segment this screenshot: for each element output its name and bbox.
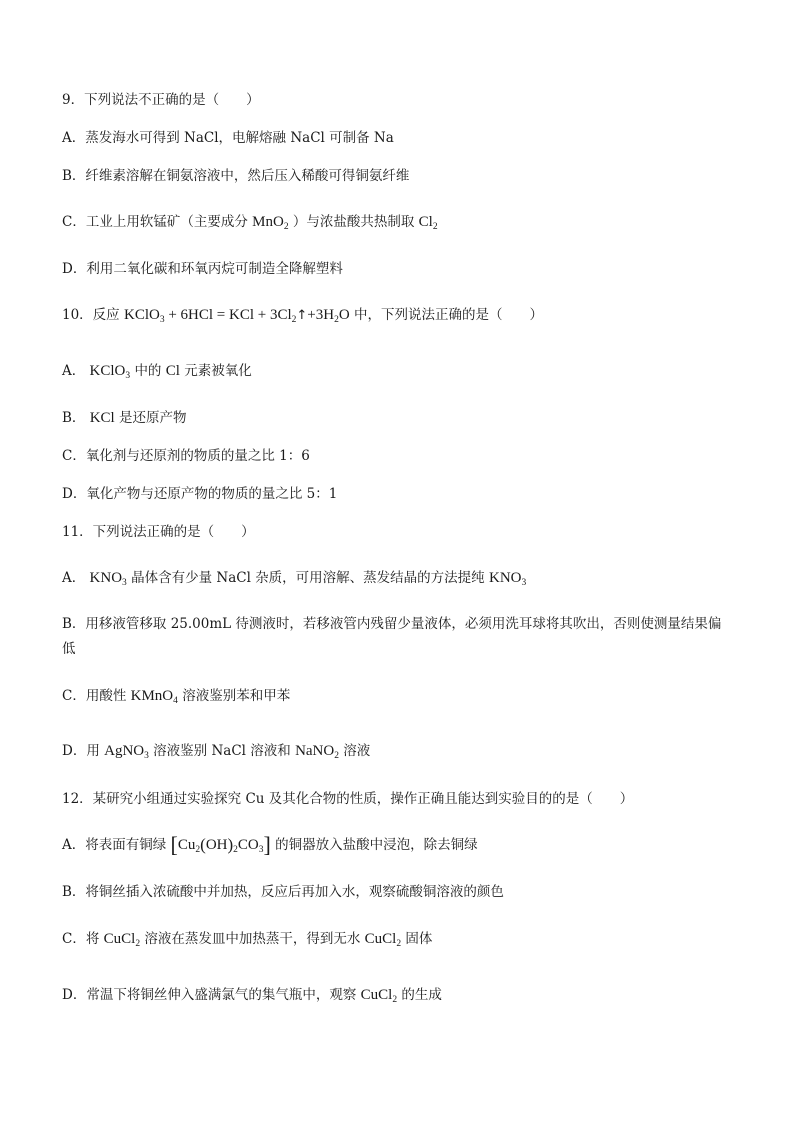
q12-option-c-post: 固体 bbox=[405, 931, 433, 947]
q11-stem: 11．下列说法正确的是（ ） bbox=[62, 524, 255, 540]
q12-option-a-post: 的铜器放入盐酸中浸泡，除去铜绿 bbox=[275, 837, 478, 853]
q9-option-d: D．利用二氧化碳和环氧丙烷可制造全降解塑料 bbox=[62, 261, 343, 277]
q10-option-a-pre: A． bbox=[62, 363, 86, 379]
q10-option-d: D．氧化产物与还原产物的物质的量之比 5：1 bbox=[62, 486, 338, 502]
q9-option-c bbox=[62, 213, 438, 231]
q9-option-c-pre: C．工业上用软锰矿（主要成分 bbox=[62, 214, 248, 230]
q12-option-a bbox=[62, 832, 478, 857]
q11-option-c-pre: C．用酸性 bbox=[62, 688, 127, 704]
formula-cu2oh2co3: $[Cu_2(OH)_2CO_3]$ bbox=[170, 832, 271, 857]
formula-cucl2-2: CuCl$_2$ bbox=[364, 931, 402, 949]
q11-option-d-mid: 溶液鉴别 NaCl 溶液和 bbox=[153, 743, 291, 759]
q11-option-b: B．用移液管移取 25.00mL 待测液时，若移液管内残留少量液体，必须用洗耳球将其吹出，否则使测量结果偏低 bbox=[62, 616, 722, 657]
q10-stem bbox=[62, 306, 543, 325]
q10-option-b-pre: B． bbox=[62, 410, 86, 426]
q11-option-c-post: 溶液鉴别苯和甲苯 bbox=[182, 688, 291, 704]
formula-cucl2: CuCl$_2$ bbox=[103, 931, 141, 949]
formula-agno3: AgNO$_3$ bbox=[104, 743, 149, 761]
q10-option-b bbox=[62, 409, 187, 427]
q11-option-c bbox=[62, 687, 290, 705]
q11-option-a-mid: 晶体含有少量 NaCl 杂质，可用溶解、蒸发结晶的方法提纯 bbox=[131, 570, 485, 586]
q9-option-b: B．纤维素溶解在铜氨溶液中，然后压入稀酸可得铜氨纤维 bbox=[62, 168, 410, 184]
q9-stem: 9．下列说法不正确的是（ ） bbox=[62, 92, 260, 108]
q12-option-c-mid: 溶液在蒸发皿中加热蒸干，得到无水 bbox=[144, 931, 361, 947]
q12-option-a-pre: A．将表面有铜绿 bbox=[62, 837, 167, 853]
q10-option-a-tail: 元素被氧化 bbox=[184, 363, 252, 379]
q9-option-c-mid: ）与浓盐酸共热制取 bbox=[292, 214, 415, 230]
formula-kno3: $KNO_3$ bbox=[89, 570, 127, 588]
q10-option-a bbox=[62, 362, 252, 380]
formula-kno3-2: $KNO_3$ bbox=[488, 570, 527, 588]
q12-option-c bbox=[62, 930, 432, 948]
q11-option-a-pre: A． bbox=[62, 570, 86, 586]
formula-mno2: MnO$_2$ bbox=[252, 214, 289, 232]
q11-option-d bbox=[62, 742, 370, 760]
q12-option-b: B．将铜丝插入浓硫酸中并加热，反应后再加入水，观察硫酸铜溶液的颜色 bbox=[62, 884, 504, 900]
formula-kcl: KCl bbox=[89, 410, 115, 426]
formula-cl2: $Cl_2$ bbox=[418, 214, 438, 232]
q10-number: 10．反应 bbox=[62, 307, 120, 323]
q12-option-d bbox=[62, 986, 442, 1004]
q11-option-d-pre: D．用 bbox=[62, 743, 100, 759]
q10-option-a-post: 中的 bbox=[134, 363, 162, 379]
q9-option-a: A．蒸发海水可得到 NaCl，电解熔融 NaCl 可制备 Na bbox=[62, 130, 394, 146]
q12-stem: 12．某研究小组通过实验探究 Cu 及其化合物的性质，操作正确且能达到实验目的的是（ ） bbox=[62, 791, 634, 807]
q11-option-d-post: 溶液 bbox=[343, 743, 371, 759]
q11-option-a bbox=[62, 569, 526, 587]
q12-option-d-post: 的生成 bbox=[401, 987, 442, 1003]
q10-option-b-post: 是还原产物 bbox=[119, 410, 187, 426]
q10-option-c: C．氧化剂与还原剂的物质的量之比 1：6 bbox=[62, 448, 310, 464]
formula-nano2: NaNO$_2$ bbox=[295, 743, 339, 761]
formula-kclo3: KClO$_3$ bbox=[89, 363, 131, 381]
q12-option-c-pre: C．将 bbox=[62, 931, 100, 947]
formula-cl: Cl bbox=[165, 363, 180, 379]
formula-kmno4: KMnO$_4$ bbox=[130, 688, 178, 706]
reaction-equation: KClO$_3$ + 6HCl = KCl + $3Cl_2↑+3H_2O$ bbox=[123, 307, 350, 325]
q12-option-d-pre: D．常温下将铜丝伸入盛满氯气的集气瓶中，观察 bbox=[62, 987, 357, 1003]
q10-stem-post: 中，下列说法正确的是（ ） bbox=[353, 307, 543, 323]
formula-cucl2-3: CuCl$_2$ bbox=[360, 987, 398, 1005]
